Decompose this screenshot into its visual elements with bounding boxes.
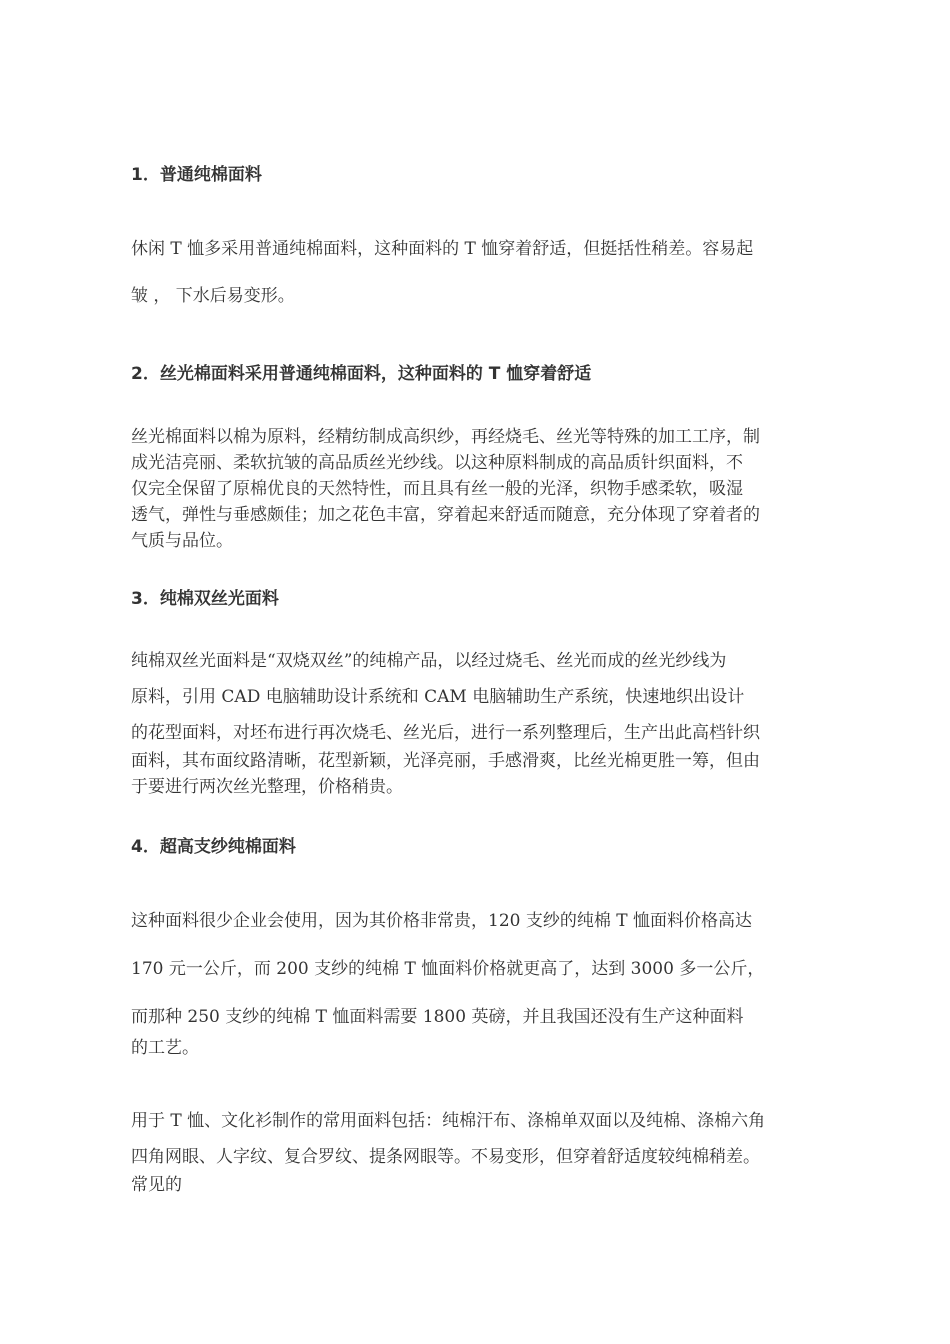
section-1-paragraph	[131, 226, 811, 320]
paragraph-line: 的工艺。	[131, 1038, 199, 1058]
paragraph-line: 皱 ， 下水后易变形。	[131, 286, 295, 306]
section-4-paragraph	[131, 897, 811, 1061]
paragraph-line: 于要进行两次丝光整理，价格稍贵。	[131, 777, 403, 797]
section-3-heading: 3．纯棉双丝光面料	[131, 589, 279, 609]
paragraph-line: 常见的	[131, 1175, 182, 1195]
section-2-heading: 2．丝光棉面料采用普通纯棉面料，这种面料的 T 恤穿着舒适	[131, 364, 592, 384]
paragraph-line: 四角网眼、人字纹、复合罗纹、提条网眼等。不易变形，但穿着舒适度较纯棉稍差。	[131, 1147, 760, 1167]
paragraph-line: 仅完全保留了原棉优良的天然特性，而且具有丝一般的光泽，织物手感柔软，吸湿	[131, 479, 743, 499]
paragraph-line: 透气，弹性与垂感颇佳；加之花色丰富，穿着起来舒适而随意，充分体现了穿着者的	[131, 505, 760, 525]
closing-paragraph	[131, 1106, 811, 1198]
paragraph-line: 纯棉双丝光面料是“双烧双丝”的纯棉产品，以经过烧毛、丝光而成的丝光纱线为	[131, 651, 727, 671]
section-2-paragraph	[131, 424, 811, 554]
section-4-heading: 4．超高支纱纯棉面料	[131, 837, 296, 857]
paragraph-line: 这种面料很少企业会使用，因为其价格非常贵，120 支纱的纯棉 T 恤面料价格高达	[131, 911, 752, 931]
paragraph-line: 原料，引用 CAD 电脑辅助设计系统和 CAM 电脑辅助生产系统，快速地织出设计	[131, 687, 745, 707]
paragraph-line: 面料，其布面纹路清晰，花型新颖，光泽亮丽，手感滑爽，比丝光棉更胜一筹，但由	[131, 751, 760, 771]
section-1-heading: 1．普通纯棉面料	[131, 165, 262, 185]
paragraph-line: 的花型面料，对坯布进行再次烧毛、丝光后，进行一系列整理后，生产出此高档针织	[131, 723, 760, 743]
paragraph-line: 休闲 T 恤多采用普通纯棉面料，这种面料的 T 恤穿着舒适，但挺括性稍差。容易起	[131, 239, 754, 259]
paragraph-line: 气质与品位。	[131, 531, 233, 551]
paragraph-line: 丝光棉面料以棉为原料，经精纺制成高织纱，再经烧毛、丝光等特殊的加工工序，制	[131, 427, 760, 447]
paragraph-line: 成光洁亮丽、柔软抗皱的高品质丝光纱线。以这种原料制成的高品质针织面料，不	[131, 453, 743, 473]
section-3-paragraph	[131, 646, 811, 800]
paragraph-line: 而那种 250 支纱的纯棉 T 恤面料需要 1800 英磅，并且我国还没有生产这种面料	[131, 1007, 744, 1027]
paragraph-line: 170 元一公斤，而 200 支纱的纯棉 T 恤面料价格就更高了，达到 3000 多一公斤，	[131, 959, 765, 979]
paragraph-line: 用于 T 恤、文化衫制作的常用面料包括：纯棉汗布、涤棉单双面以及纯棉、涤棉六角	[131, 1111, 766, 1131]
